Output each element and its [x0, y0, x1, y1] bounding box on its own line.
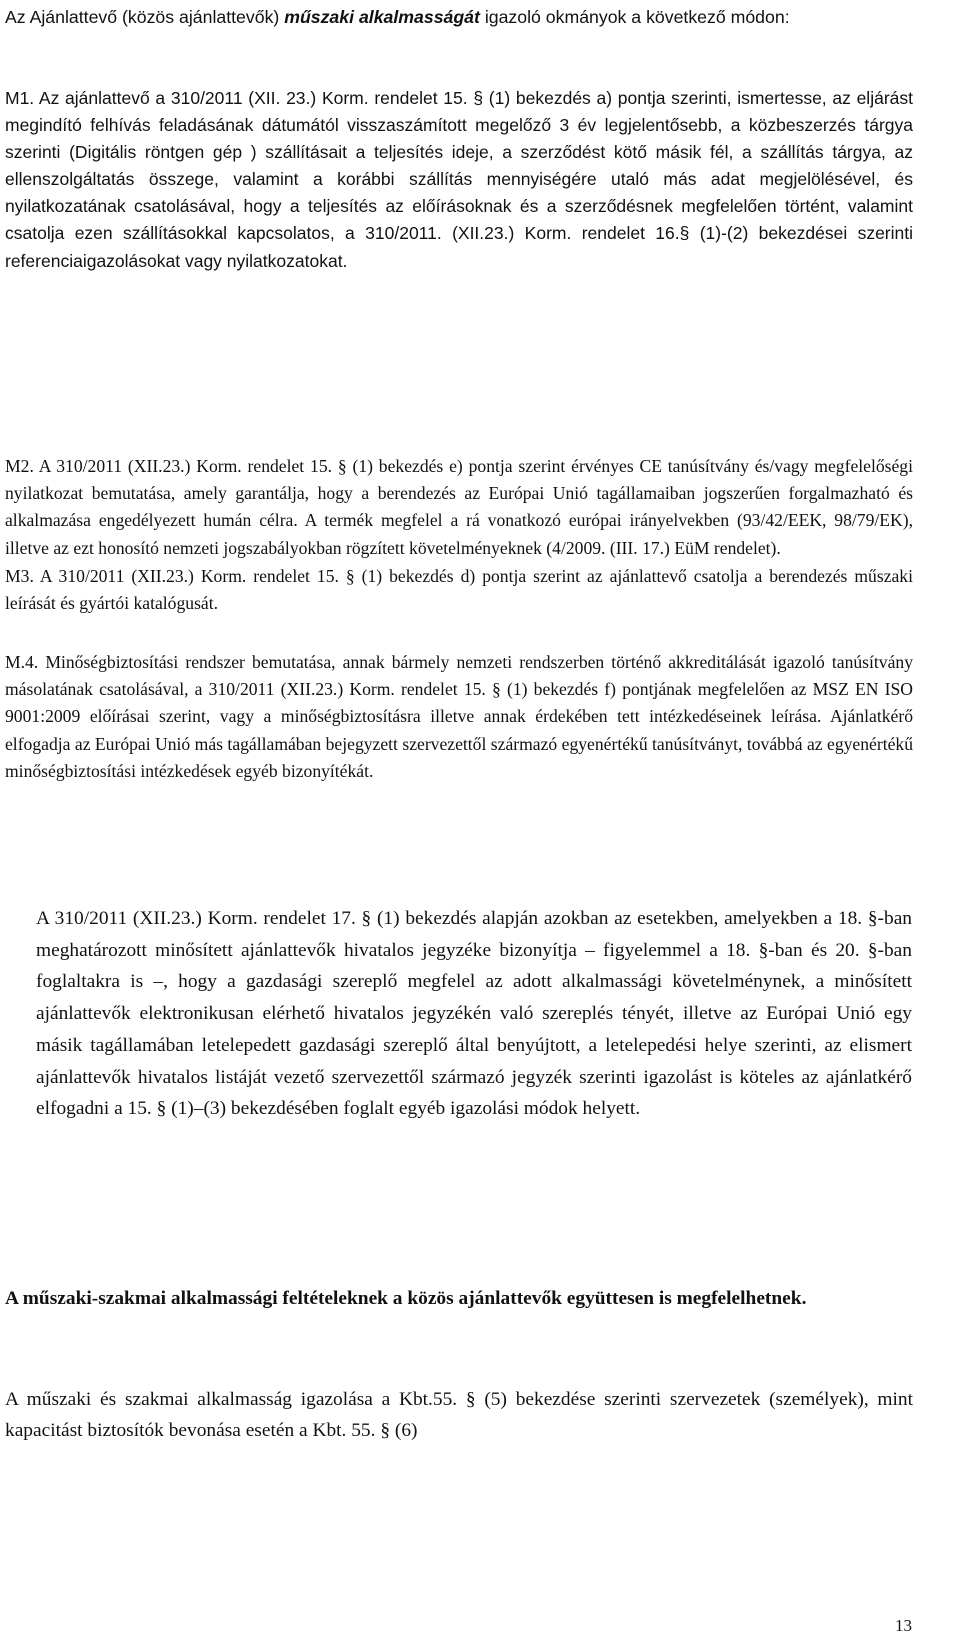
m3-paragraph: M3. A 310/2011 (XII.23.) Korm. rendelet 15. § (1) bekezdés d) pontja szerint az ajánlattevő csatolja a berendezés műszaki leírását és gyártói katalógusát.	[5, 566, 913, 614]
regulation-17-paragraph: A 310/2011 (XII.23.) Korm. rendelet 17. § (1) bekezdés alapján azokban az esetekben, amelyekben a 18. §-ban meghatározott minősített ajánlattevők hivatalos jegyzéke bizonyítja – figyelemmel a 18. §-ban és 20. §-ban foglaltakra is –, hogy a gazdasági szereplő megfelel az adott alkalmassági követelménynek, a minősített ajánlattevők elektronikusan elérhető hivatalos jegyzékén való szereplés tényét, illetve az Európai Unió egy másik tagállamában letelepedett gazdasági szereplő által benyújtott, a letelepedési helye szerinti, az elismert ajánlattevők hivatalos listáját vezető szervezettől származó jegyzék szerinti igazolást is köteles az ajánlatkérő elfogadni a 15. § (1)–(3) bekezdésében foglalt egyéb igazolási módok helyett.	[36, 908, 912, 1120]
m2-paragraph: M2. A 310/2011 (XII.23.) Korm. rendelet 15. § (1) bekezdés e) pontja szerint érvényes CE tanúsítvány és/vagy megfelelőségi nyilatkozat bemutatása, amely garantálja, hogy a berendezés az Európai Unió tagállamaiban jogszerűen forgalmazható és alkalmazása engedélyezett humán célra. A termék megfelel a rá vonatkozó európai irányelvekben (93/42/EEK, 98/79/EK), illetve az ezt honosító nemzeti jogszabályokban rögzített követelményeknek (4/2009. (III. 17.) EüM rendelet).	[5, 456, 913, 558]
m4-paragraph: M.4. Minőségbiztosítási rendszer bemutatása, annak bármely nemzeti rendszerben történő akkreditálását igazoló tanúsítvány másolatának csatolásával, a 310/2011 (XII.23.) Korm. rendelet 15. § (1) bekezdés f) pontjának megfelelően az MSZ EN ISO 9001:2009 előírásai szerint, vagy a minőségbiztosításra illetve annak érdekében tett intézkedéseinek leírása. Ajánlatkérő elfogadja az Európai Unió más tagállamában bejegyzett szervezettől származó egyenértékű tanúsítványt, továbbá az egyenértékű minőségbiztosítási intézkedések egyéb bizonyítékát.	[5, 652, 913, 781]
intro-emphasis-suitability: alkalmasságát	[358, 7, 480, 27]
m1-paragraph: M1. Az ajánlattevő a 310/2011 (XII. 23.) Korm. rendelet 15. § (1) bekezdés a) pontja szerinti, ismertesse, az eljárást megindító felhívás feladásának dátumától visszaszámított megelőző 3 év legjelentősebb, a közbeszerzés tárgya szerinti (Digitális röntgen gép ) szállításait a teljesítés ideje, a szerződést kötő másik fél, a szállítás tárgya, az ellenszolgáltatás összege, valamint a korábbi szállítás mennyiségére utaló más adat megjelölésével, és nyilatkozatának csatolásával, hogy a teljesítés az előírásoknak és a szerződésnek megfelelően történt, valamint csatolja ezen szállításokkal kapcsolatos, a 310/2011. (XII.23.) Korm. rendelet 16.§ (1)-(2) bekezdései szerinti referenciaigazolásokat vagy nyilatkozatokat.	[5, 88, 913, 271]
intro-paragraph	[5, 4, 913, 31]
kbt-capacity-paragraph: A műszaki és szakmai alkalmasság igazolása a Kbt.55. § (5) bekezdése szerinti szervezetek (személyek), mint kapacitást biztosítók bevonása esetén a Kbt. 55. § (6)	[5, 1389, 913, 1441]
joint-suitability-heading: A műszaki-szakmai alkalmassági feltételeknek a közös ajánlattevők együttesen is megfelelhetnek.	[5, 1288, 807, 1309]
intro-emphasis-technical: műszaki	[284, 7, 355, 27]
intro-text-start: Az Ajánlattevő (közös ajánlattevők)	[5, 7, 285, 27]
page-number: 13	[895, 1616, 912, 1635]
intro-text-end: igazoló okmányok a következő módon:	[479, 7, 790, 27]
